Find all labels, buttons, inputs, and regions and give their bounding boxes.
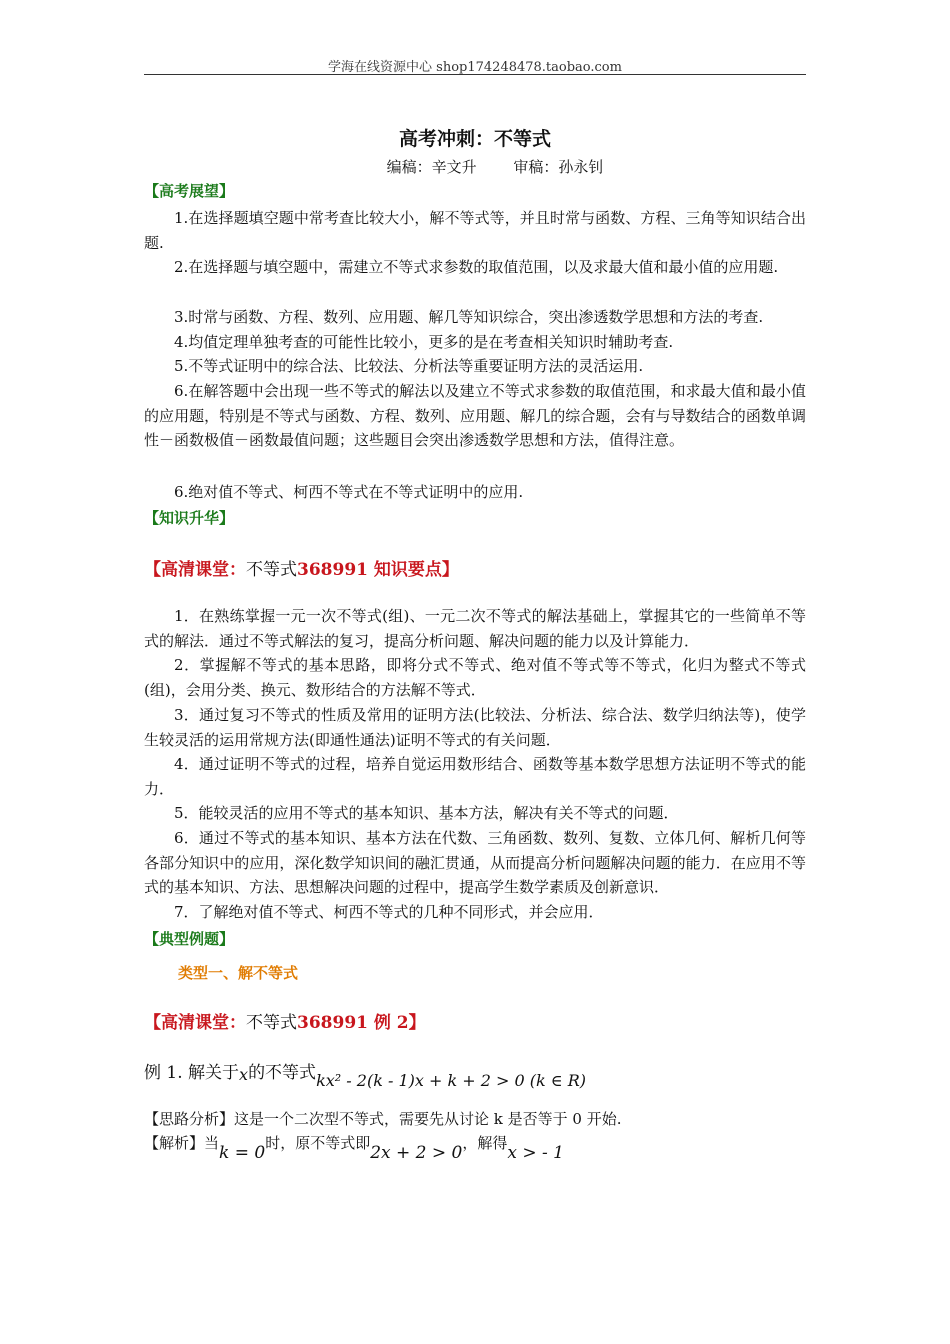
outlook-item: 4.均值定理单独考查的可能性比较小，更多的是在考查相关知识时辅助考查. — [174, 333, 674, 351]
classroom-heading-mid: 不等式 — [246, 560, 297, 580]
authors — [0, 156, 950, 177]
example-label: 例 1. 解关于 — [144, 1063, 240, 1083]
reviewer: 审稿：孙永钊 — [513, 158, 604, 176]
solution-ineq: 2x + 2 > 0 — [370, 1143, 463, 1163]
classroom-heading-pre: 【高清课堂： — [144, 1013, 246, 1033]
example-text: 的不等式 — [248, 1063, 317, 1083]
classroom-heading-post: 368991 例 2】 — [297, 1013, 426, 1033]
editor: 编稿：辛文升 — [386, 158, 477, 176]
knowledge-item: 6．通过不等式的基本知识、基本方法在代数、三角函数、数列、复数、立体几何、解析几何等各部分知识中的应用，深化数学知识间的融汇贯通，从而提高分析问题解决问题的能力．在应用不等式的基本知识、方法、思想解决问题的过程中，提高学生数学素质及创新意识． — [144, 829, 806, 896]
type-heading: 类型一、解不等式 — [178, 964, 299, 982]
section-knowledge: 【知识升华】 — [144, 509, 235, 527]
outlook-item: 3.时常与函数、方程、数列、应用题、解几等知识综合，突出渗透数学思想和方法的考查. — [174, 308, 764, 326]
classroom-heading-mid: 不等式 — [246, 1013, 297, 1033]
doc-title: 高考冲刺：不等式 — [398, 128, 551, 150]
example-var: x — [239, 1065, 249, 1084]
solution-mid: 时，原不等式即 — [265, 1134, 371, 1152]
outlook-item: 6.绝对值不等式、柯西不等式在不等式证明中的应用. — [174, 483, 524, 501]
classroom-heading — [144, 555, 459, 580]
header-rule — [144, 74, 806, 75]
page-header: 学海在线资源中心 shop174248478.taobao.com — [328, 60, 622, 75]
knowledge-item: 7．了解绝对值不等式、柯西不等式的几种不同形式，并会应用． — [174, 903, 604, 921]
solution-pre: 【解析】当 — [144, 1134, 220, 1152]
outlook-item: 6.在解答题中会出现一些不等式的解法以及建立不等式求参数的取值范围，和求最大值和最小值的应用题，特别是不等式与函数、方程、数列、应用题、解几的综合题，会有与导数结合的函数单调性－函数极值－函数最值问题；这些题目会突出渗透数学思想和方法，值得注意。 — [144, 382, 806, 449]
solution-result: x > - 1 — [507, 1143, 564, 1163]
analysis: 【思路分析】这是一个二次型不等式，需要先从讨论 k 是否等于 0 开始. — [144, 1110, 622, 1128]
example-1 — [144, 1058, 587, 1090]
section-examples: 【典型例题】 — [144, 930, 235, 948]
knowledge-item: 1．在熟练掌握一元一次不等式(组)、一元二次不等式的解法基础上，掌握其它的一些简单不等式的解法．通过不等式解法的复习，提高分析问题、解决问题的能力以及计算能力． — [144, 607, 806, 650]
knowledge-item: 5．能较灵活的应用不等式的基本知识、基本方法，解决有关不等式的问题． — [174, 804, 679, 822]
outlook-item: 1.在选择题填空题中常考查比较大小，解不等式等，并且时常与函数、方程、三角等知识结合出题. — [144, 209, 806, 252]
knowledge-item: 3．通过复习不等式的性质及常用的证明方法(比较法、分析法、综合法、数学归纳法等)，使学生较灵活的运用常规方法(即通性通法)证明不等式的有关问题． — [144, 706, 806, 749]
solution-post: ，解得 — [462, 1134, 508, 1152]
solution-cond: k = 0 — [219, 1143, 266, 1163]
section-outlook: 【高考展望】 — [144, 182, 235, 200]
classroom-heading-post: 368991 知识要点】 — [297, 560, 459, 580]
knowledge-item: 4．通过证明不等式的过程，培养自觉运用数形结合、函数等基本数学思想方法证明不等式的能力． — [144, 755, 806, 798]
outlook-item: 2.在选择题与填空题中，需建立不等式求参数的取值范围，以及求最大值和最小值的应用题. — [174, 258, 779, 276]
outlook-item: 5.不等式证明中的综合法、比较法、分析法等重要证明方法的灵活运用. — [174, 357, 644, 375]
knowledge-item: 2．掌握解不等式的基本思路，即将分式不等式、绝对值不等式等不等式，化归为整式不等式(组)，会用分类、换元、数形结合的方法解不等式． — [144, 656, 806, 699]
classroom-heading-example — [144, 1008, 426, 1033]
solution — [144, 1132, 564, 1163]
classroom-heading-pre: 【高清课堂： — [144, 560, 246, 580]
example-formula: kx² - 2(k - 1)x + k + 2 > 0 (k ∈ R) — [316, 1071, 587, 1090]
